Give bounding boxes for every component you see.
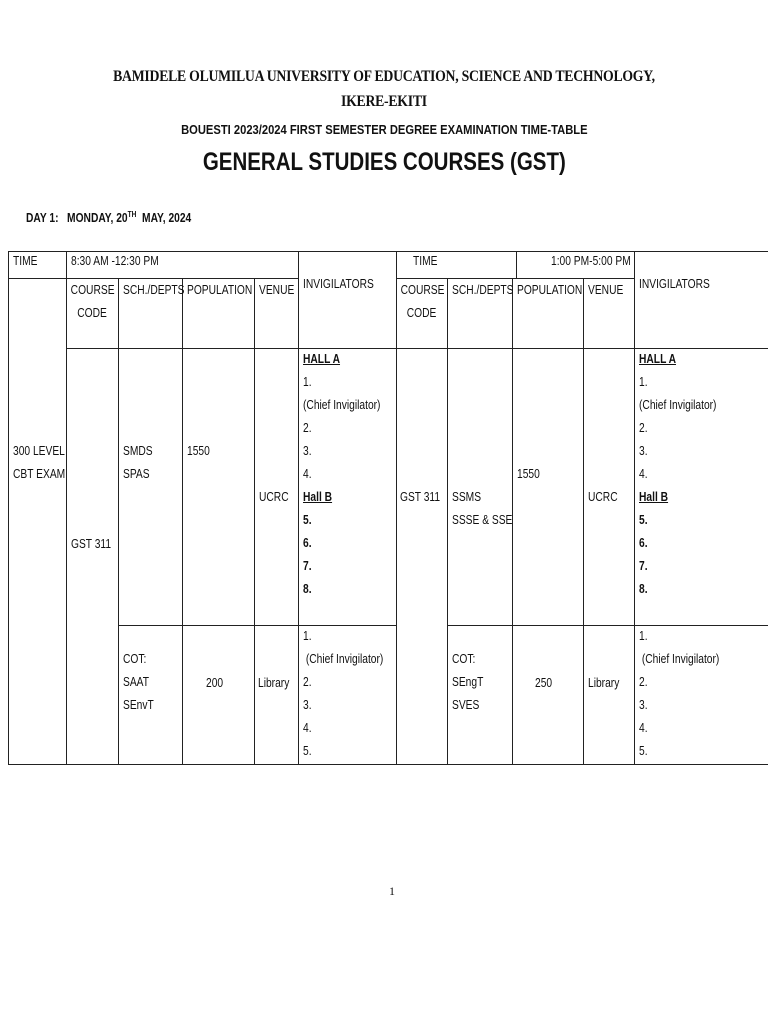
morning-group1-venue: UCRC bbox=[259, 490, 289, 504]
exam-title: BOUESTI 2023/2024 FIRST SEMESTER DEGREE EXAMINATION TIME-TABLE bbox=[180, 122, 588, 137]
level-label: 300 LEVEL CBT EXAM bbox=[13, 444, 66, 481]
university-name-line1: BAMIDELE OLUMILUA UNIVERSITY OF EDUCATION, SCIENCE AND TECHNOLOGY, bbox=[113, 68, 655, 85]
morning-group1-population: 1550 bbox=[187, 444, 210, 458]
afternoon-group2-population: 250 bbox=[535, 676, 553, 690]
time-label-morning: TIME bbox=[13, 254, 38, 268]
morning-course-code: GST 311 bbox=[71, 537, 112, 551]
col-course-code-afternoon: COURSE CODE bbox=[400, 283, 445, 320]
morning-group1-depts: SMDS SPAS bbox=[123, 444, 153, 481]
afternoon-course-code: GST 311 bbox=[400, 490, 441, 504]
col-venue-morning: VENUE bbox=[259, 283, 295, 297]
afternoon-group2-depts: COT: SEngT SVES bbox=[452, 652, 484, 712]
morning-time: 8:30 AM -12:30 PM bbox=[71, 254, 159, 268]
col-venue-afternoon: VENUE bbox=[588, 283, 624, 297]
col-sch-depts-morning: SCH./DEPTS bbox=[123, 283, 185, 297]
afternoon-group1-venue: UCRC bbox=[588, 490, 618, 504]
afternoon-group2-invigilators: 1. (Chief Invigilator) 2. 3. 4. 5. bbox=[639, 629, 720, 758]
morning-group2-depts: COT: SAAT SEnvT bbox=[123, 652, 154, 712]
morning-group1-invigilators: HALL A 1. (Chief Invigilator) 2. 3. 4. Hall B 5. 6. 7. 8. bbox=[303, 352, 381, 596]
afternoon-group1-population: 1550 bbox=[517, 467, 540, 481]
col-course-code-morning: COURSE CODE bbox=[70, 283, 115, 320]
afternoon-group1-invigilators: HALL A 1. (Chief Invigilator) 2. 3. 4. Hall B 5. 6. 7. 8. bbox=[639, 352, 717, 596]
morning-group2-invigilators: 1. (Chief Invigilator) 2. 3. 4. 5. bbox=[303, 629, 384, 758]
morning-group2-population: 200 bbox=[206, 676, 224, 690]
afternoon-time: 1:00 PM-5:00 PM bbox=[551, 254, 631, 268]
col-population-afternoon: POPULATION bbox=[517, 283, 583, 297]
page-title: GENERAL STUDIES COURSES (GST) bbox=[202, 148, 566, 176]
morning-group2-venue: Library bbox=[258, 676, 290, 690]
day-label: DAY 1: MONDAY, 20TH MAY, 2024 bbox=[26, 210, 192, 226]
col-sch-depts-afternoon: SCH./DEPTS bbox=[452, 283, 514, 297]
afternoon-group2-venue: Library bbox=[588, 676, 620, 690]
afternoon-group1-depts: SSMS SSSE & SSE bbox=[452, 490, 513, 527]
col-invigilators-afternoon: INVIGILATORS bbox=[639, 277, 710, 291]
page-number: 1 bbox=[389, 884, 395, 898]
col-invigilators-morning: INVIGILATORS bbox=[303, 277, 374, 291]
university-name-line2: IKERE-EKITI bbox=[341, 93, 427, 110]
col-population-morning: POPULATION bbox=[187, 283, 253, 297]
time-label-afternoon: TIME bbox=[413, 254, 438, 268]
